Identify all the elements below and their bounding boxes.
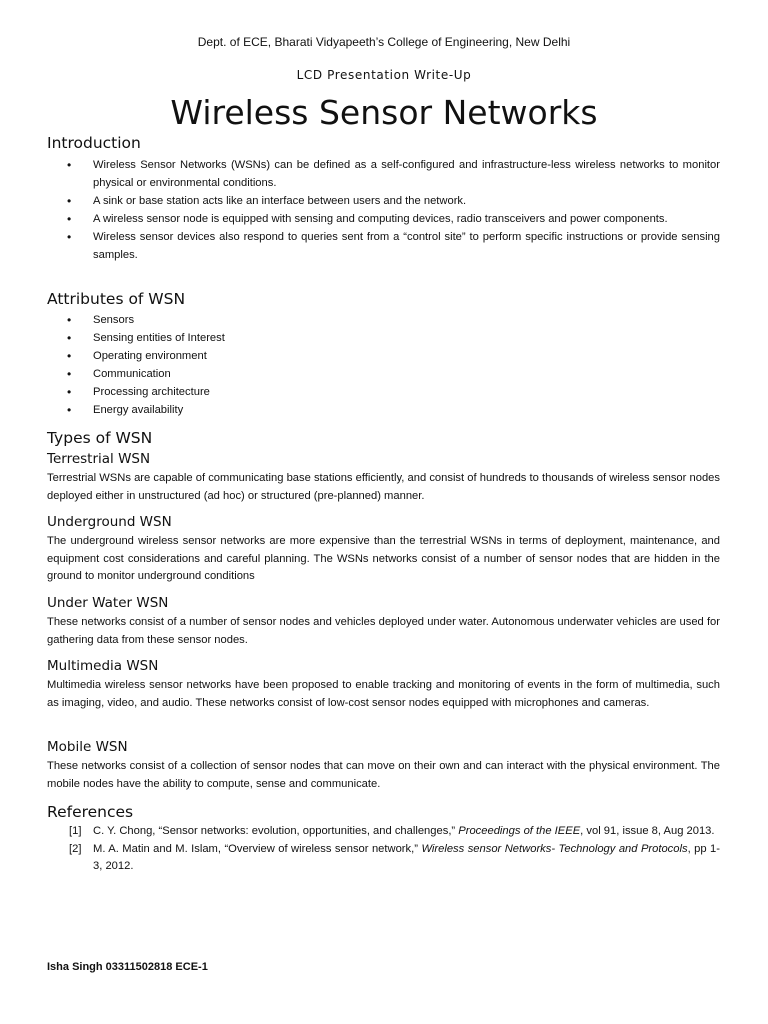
list-item: • Wireless Sensor Networks (WSNs) can be defined as a self-configured and infrastructure-less wireless networks to monitor physical or environmental conditions. bbox=[47, 156, 720, 192]
reference-item bbox=[47, 841, 720, 876]
underwater-text: These networks consist of a number of sensor nodes and vehicles deployed under water. Autonomous underwater vehicles are used for gathering data from these sensor nodes. bbox=[47, 616, 720, 646]
list-item: • A wireless sensor node is equipped with sensing and computing devices, radio transceivers and power components. bbox=[47, 210, 720, 228]
multimedia-heading: Multimedia WSN bbox=[47, 658, 159, 674]
list-item: • Processing architecture bbox=[47, 383, 720, 401]
introduction-heading: Introduction bbox=[47, 134, 141, 152]
reference-details: , vol 91, issue 8, Aug 2013. bbox=[580, 825, 715, 837]
terrestrial-heading: Terrestrial WSN bbox=[47, 451, 151, 467]
list-item: • Energy availability bbox=[47, 401, 720, 419]
list-item: • A sink or base station acts like an interface between users and the network. bbox=[47, 192, 720, 210]
document-title: Wireless Sensor Networks bbox=[170, 93, 598, 132]
references-heading: References bbox=[47, 803, 134, 821]
list-item: • Sensing entities of Interest bbox=[47, 329, 720, 347]
reference-number: [1] bbox=[69, 825, 82, 837]
list-item: • Wireless sensor devices also respond to queries sent from a “control site” to perform specific instructions or provide sensing samples. bbox=[47, 228, 720, 264]
mobile-heading: Mobile WSN bbox=[47, 739, 128, 755]
department-line: Dept. of ECE, Bharati Vidyapeeth’s College of Engineering, New Delhi bbox=[197, 35, 571, 49]
reference-journal: Proceedings of the IEEE bbox=[458, 825, 581, 837]
underground-heading: Underground WSN bbox=[47, 514, 172, 530]
list-item: • Communication bbox=[47, 365, 720, 383]
list-item: • Sensors bbox=[47, 311, 720, 329]
list-item: • Operating environment bbox=[47, 347, 720, 365]
attributes-list bbox=[47, 311, 720, 419]
underwater-heading: Under Water WSN bbox=[47, 595, 169, 611]
multimedia-text: Multimedia wireless sensor networks have been proposed to enable tracking and monitoring of events in the form of multimedia, such as imaging, video, and audio. These networks consist of low-cost sensor nodes equipped with microphones and cameras. bbox=[47, 679, 720, 709]
references-list bbox=[47, 823, 720, 876]
types-heading: Types of WSN bbox=[47, 429, 153, 447]
reference-details: , pp 1-3, 2012. bbox=[93, 842, 721, 872]
introduction-list bbox=[47, 156, 720, 264]
footer-author: Isha Singh 03311502818 ECE-1 bbox=[47, 961, 208, 973]
document-subtitle: LCD Presentation Write-Up bbox=[296, 68, 472, 82]
reference-authors: C. Y. Chong, “Sensor networks: evolution, opportunities, and challenges,” bbox=[93, 825, 456, 837]
reference-item bbox=[47, 823, 720, 841]
terrestrial-text: Terrestrial WSNs are capable of communicating base stations efficiently, and consist of hundreds to thousands of wireless sensor nodes deployed either in unstructured (ad hoc) or structured (pre-planned) manner. bbox=[47, 472, 720, 502]
reference-journal: Wireless sensor Networks- Technology and Protocols bbox=[421, 842, 688, 855]
reference-authors: M. A. Matin and M. Islam, “Overview of wireless sensor network,” bbox=[93, 842, 418, 855]
reference-number: [2] bbox=[69, 842, 82, 855]
attributes-heading: Attributes of WSN bbox=[47, 290, 186, 308]
underground-text: The underground wireless sensor networks are more expensive than the terrestrial WSNs in terms of deployment, maintenance, and equipment cost considerations and careful planning. The WSNs networks consist of a number of sensor nodes that are hidden in the ground to monitor underground conditions bbox=[47, 535, 720, 582]
mobile-text: These networks consist of a collection of sensor nodes that can move on their own and can interact with the physical environment. The mobile nodes have the ability to compute, sense and communicate. bbox=[47, 760, 720, 790]
